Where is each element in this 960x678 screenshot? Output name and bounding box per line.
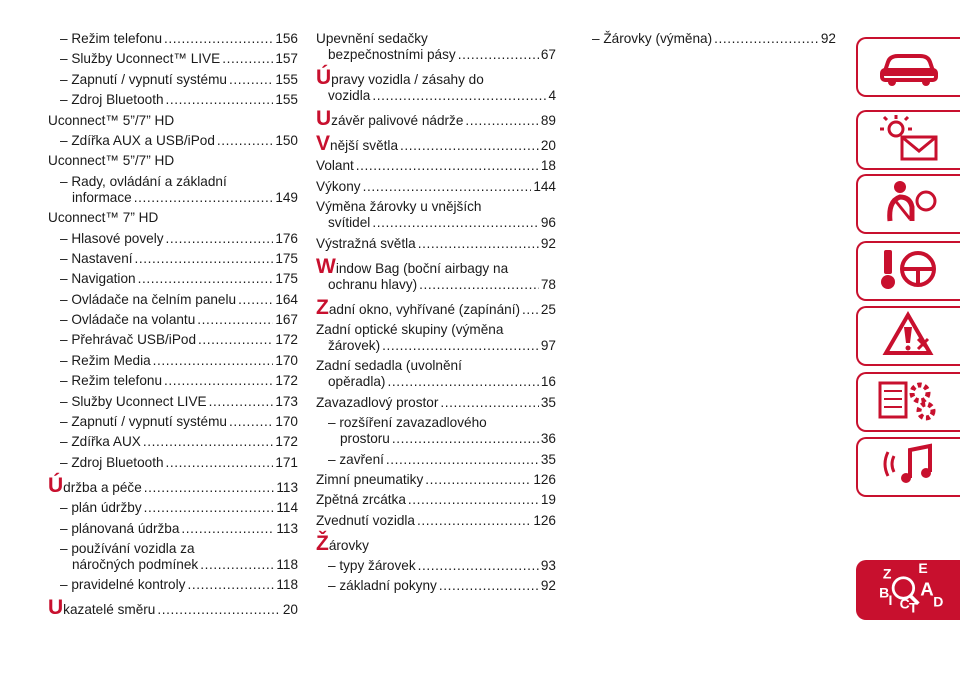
index-entry[interactable]: [48, 414, 298, 430]
entry-continuation: [48, 557, 298, 573]
seatbelt-airbag-icon: [874, 177, 944, 232]
dot-leader: [440, 395, 538, 409]
entry-label-continued: ochranu hlavy): [328, 276, 418, 292]
initial-letter: Ú: [48, 473, 64, 497]
dot-leader: [217, 133, 273, 147]
entry-label: nější světla: [330, 138, 399, 153]
entry-label-continued: vozidla: [328, 88, 371, 103]
page-number: 126: [533, 512, 556, 528]
index-entry[interactable]: [48, 312, 298, 328]
entry-label-continued: opěradla): [328, 374, 386, 390]
page-number: 175: [275, 271, 298, 287]
page-number: 20: [282, 602, 298, 618]
index-heading: Uconnect™ 5”/7” HD: [48, 153, 175, 169]
page-number: 176: [275, 230, 298, 246]
entry-continuation: [316, 47, 556, 63]
entry-label: – Zapnutí / vypnutí systému: [60, 71, 227, 87]
dot-leader: [465, 113, 538, 127]
entry-label-group: [316, 107, 464, 130]
multimedia-tab[interactable]: [856, 437, 960, 497]
index-entry-initial[interactable]: [48, 473, 298, 497]
maintenance-tab[interactable]: [856, 372, 960, 432]
page-number: 170: [275, 352, 298, 368]
dot-leader: [166, 92, 274, 106]
entry-label: adní okno, vyhřívané (zapínání): [328, 301, 521, 317]
index-entry[interactable]: [48, 353, 298, 369]
entry-label: – základní pokyny: [328, 578, 437, 594]
dot-leader: [229, 414, 273, 428]
entry-continuation: [316, 338, 556, 354]
dot-leader: [372, 88, 546, 102]
entry-label: Výkony: [316, 178, 361, 194]
car-icon: [874, 40, 944, 95]
index-entry[interactable]: [48, 500, 298, 516]
index-letter: B: [879, 583, 890, 600]
index-entry[interactable]: [316, 322, 556, 354]
entry-continuation: [48, 190, 298, 206]
index-entry[interactable]: [48, 394, 298, 410]
entry-label-continued: náročných podmínek: [72, 556, 199, 572]
initial-letter: W: [316, 254, 336, 278]
dot-leader: [229, 72, 273, 86]
dot-leader: [135, 251, 274, 265]
entry-label: – Rady, ovládání a základní: [60, 173, 227, 189]
index-entry-initial[interactable]: [48, 596, 298, 620]
page-number: 172: [275, 373, 298, 389]
page-number: 113: [276, 479, 298, 495]
entry-label: – Služby Uconnect™ LIVE: [60, 51, 221, 67]
index-entry[interactable]: [48, 251, 298, 267]
page-number: 157: [275, 51, 298, 67]
page-number: 118: [276, 556, 298, 572]
dot-leader: [386, 452, 539, 466]
page-number: 172: [275, 332, 298, 348]
page-number: 93: [540, 558, 556, 574]
dot-leader: [144, 480, 275, 494]
index-entry[interactable]: [316, 199, 556, 231]
dot-leader: [143, 434, 273, 448]
warning-lights-tab[interactable]: [856, 110, 960, 170]
index-letter: C: [899, 595, 910, 612]
entry-continuation: [316, 88, 556, 104]
page-number: 92: [540, 578, 556, 594]
index-entry[interactable]: [316, 452, 556, 468]
index-letter: A: [920, 577, 934, 599]
index-entry[interactable]: [316, 158, 556, 174]
index-entry[interactable]: [316, 31, 556, 63]
index-heading: Uconnect™ 7” HD: [48, 210, 159, 226]
index-entry[interactable]: [48, 373, 298, 389]
page-number: 175: [275, 250, 298, 266]
page-number: 4: [548, 88, 556, 103]
entry-label: – Režim Media: [60, 352, 151, 368]
initial-letter: V: [316, 132, 331, 155]
page-number: 113: [276, 520, 298, 536]
initial-letter: Z: [316, 295, 329, 319]
dot-leader: [164, 31, 273, 45]
dot-leader: [164, 373, 273, 387]
dot-leader: [382, 338, 539, 352]
dot-leader: [522, 302, 539, 316]
key-steering-wheel-icon: [874, 244, 944, 299]
entry-label: Zvednutí vozidla: [316, 512, 415, 528]
dot-leader: [419, 277, 539, 291]
dot-leader: [134, 190, 274, 204]
entry-label: – Zdířka AUX: [60, 434, 141, 450]
dot-leader: [417, 513, 531, 527]
page-number: 89: [540, 113, 556, 128]
entry-label: – Nastavení: [60, 250, 133, 266]
dot-leader: [181, 521, 274, 535]
dot-leader: [138, 271, 274, 285]
entry-label: – Zdroj Bluetooth: [60, 92, 164, 108]
index-entry[interactable]: [48, 521, 298, 537]
entry-label: závěr palivové nádrže: [331, 113, 464, 128]
dot-leader: [418, 558, 539, 572]
page-number: 18: [540, 158, 556, 174]
index-entry[interactable]: [316, 578, 556, 594]
page-number: 19: [540, 492, 556, 508]
page-number: 20: [540, 138, 556, 153]
index-letter: D: [933, 593, 944, 610]
initial-letter: Ú: [316, 66, 332, 89]
index-letter: E: [918, 559, 928, 576]
page-number: 16: [540, 374, 556, 390]
entry-label: – Přehrávač USB/iPod: [60, 332, 197, 348]
dot-leader: [439, 578, 539, 592]
page-number: 144: [533, 178, 556, 194]
index-entry[interactable]: [48, 434, 298, 450]
entry-label: – Režim telefonu: [60, 31, 163, 46]
index-entry[interactable]: [48, 577, 298, 593]
page-number: 164: [275, 291, 298, 307]
page-number: 92: [540, 235, 556, 251]
music-note-icon: [874, 440, 944, 495]
page-number: 92: [820, 31, 836, 46]
entry-label: – plán údržby: [60, 500, 142, 516]
index-entry[interactable]: [48, 455, 298, 471]
page-number: 156: [275, 31, 298, 46]
page-number: 36: [540, 431, 556, 447]
index-heading-initial: [316, 531, 556, 555]
entry-label-group: [316, 66, 556, 89]
dot-leader: [157, 602, 281, 616]
starting-driving-tab[interactable]: [856, 241, 960, 301]
index-entry[interactable]: [316, 472, 556, 488]
page-number: 25: [540, 301, 556, 317]
index-entry[interactable]: [48, 72, 298, 88]
dot-leader: [238, 292, 273, 306]
index-entry[interactable]: [48, 231, 298, 247]
entry-label: Zimní pneumatiky: [316, 471, 424, 487]
index-entry[interactable]: [48, 292, 298, 308]
index-entry[interactable]: [48, 51, 298, 67]
dot-leader: [166, 231, 274, 245]
index-letter: T: [909, 598, 918, 615]
dot-leader: [166, 455, 274, 469]
entry-label: – Ovládače na volantu: [60, 312, 196, 328]
entry-label-group: [316, 295, 521, 319]
entry-label: – zavření: [328, 451, 384, 467]
index-entry[interactable]: [316, 236, 556, 252]
entry-label: – Žárovky (výměna): [592, 31, 713, 46]
index-entry[interactable]: [316, 358, 556, 390]
entry-label-group: [48, 473, 142, 497]
entry-label-group: [316, 254, 556, 278]
page-number: 118: [276, 577, 298, 593]
index-entry[interactable]: [48, 31, 298, 47]
entry-label: Upevnění sedačky: [316, 31, 428, 46]
initial-letter: Ž: [316, 531, 329, 555]
entry-label: pravy vozidla / zásahy do: [331, 72, 484, 87]
index-entry[interactable]: [48, 133, 298, 149]
entry-label: árovky: [328, 537, 369, 553]
entry-continuation: [316, 215, 556, 231]
entry-label: kazatelé směru: [63, 602, 156, 618]
dot-leader: [425, 472, 531, 486]
dot-leader: [144, 500, 275, 514]
dot-leader: [197, 312, 273, 326]
page-number: 171: [275, 454, 298, 470]
index-column-1: [48, 31, 298, 623]
page-number: 35: [540, 394, 556, 410]
entry-label-group: [48, 596, 156, 620]
entry-label: Zavazadlový prostor: [316, 394, 439, 410]
dot-leader: [400, 138, 539, 152]
dot-leader: [198, 332, 273, 346]
index-entry[interactable]: [48, 541, 298, 573]
entry-label: – Režim telefonu: [60, 373, 163, 389]
entry-label: – Služby Uconnect LIVE: [60, 393, 207, 409]
index-entry[interactable]: [316, 179, 556, 195]
warning-light-envelope-icon: [874, 113, 944, 168]
index-entry-initial[interactable]: [316, 66, 556, 104]
initial-letter: U: [316, 107, 332, 130]
dot-leader: [222, 51, 273, 65]
entry-label-continued: prostoru: [340, 431, 390, 447]
entry-label-group: [316, 132, 399, 155]
index-letter: Z: [882, 565, 892, 582]
page-number: 150: [275, 132, 298, 148]
entry-label: – typy žárovek: [328, 558, 416, 574]
page-number: 78: [540, 276, 556, 292]
entry-label-continued: žárovek): [328, 337, 381, 353]
page-number: 155: [275, 71, 298, 87]
page-number: 149: [275, 189, 298, 205]
index-entry[interactable]: [316, 558, 556, 574]
entry-label: Volant: [316, 158, 354, 174]
dot-leader: [187, 577, 274, 591]
index-entry[interactable]: [316, 415, 556, 447]
breakdown-warning-icon: [874, 309, 944, 364]
entry-label: Zadní optické skupiny (výměna: [316, 321, 504, 337]
dot-leader: [408, 492, 539, 506]
initial-letter: U: [48, 596, 64, 620]
index-entry[interactable]: [316, 395, 556, 411]
emergency-tab[interactable]: [856, 306, 960, 366]
entry-label: Zpětná zrcátka: [316, 492, 406, 508]
page-number: 114: [276, 500, 298, 516]
entry-label: – plánovaná údržba: [60, 520, 180, 536]
dot-leader: [372, 215, 539, 229]
entry-continuation: [316, 374, 556, 390]
dot-leader: [200, 557, 274, 571]
entry-label-continued: bezpečnostními pásy: [328, 47, 456, 62]
index-heading: Uconnect™ 5”/7” HD: [48, 112, 175, 128]
dot-leader: [387, 374, 538, 388]
page-number: 172: [275, 434, 298, 450]
entry-continuation: [316, 431, 556, 447]
entry-label: – Zapnutí / vypnutí systému: [60, 414, 227, 430]
index-entry[interactable]: [48, 332, 298, 348]
index-tab[interactable]: [856, 560, 960, 620]
index-entry[interactable]: [48, 174, 298, 206]
dot-leader: [363, 179, 532, 193]
index-letter: I: [888, 591, 893, 608]
page-number: 126: [533, 471, 556, 487]
car-dashboard-tab[interactable]: [856, 37, 960, 97]
dot-leader: [209, 394, 274, 408]
alphabet-index-icon: [869, 560, 949, 621]
entry-label: – Ovládače na čelním panelu: [60, 291, 237, 307]
dot-leader: [356, 158, 539, 172]
entry-label: indow Bag (boční airbagy na: [335, 260, 509, 276]
dot-leader: [418, 236, 539, 250]
index-column-3: [592, 31, 836, 51]
index-entry-initial[interactable]: [316, 107, 556, 130]
page-number: 35: [540, 451, 556, 467]
entry-label: držba a péče: [63, 479, 142, 495]
entry-label: Zadní sedadla (uvolnění: [316, 358, 462, 374]
page-number: 155: [275, 92, 298, 108]
page-number: 173: [275, 393, 298, 409]
entry-label: Výstražná světla: [316, 235, 416, 251]
safety-tab[interactable]: [856, 174, 960, 234]
index-entry-initial[interactable]: [316, 132, 556, 155]
index-entry[interactable]: [316, 513, 556, 529]
index-entry-initial[interactable]: [316, 254, 556, 293]
dot-leader: [714, 31, 819, 45]
index-entry[interactable]: [592, 31, 836, 47]
entry-label: – Navigation: [60, 271, 136, 287]
index-entry[interactable]: [48, 92, 298, 108]
entry-label: – pravidelné kontroly: [60, 577, 186, 593]
dot-leader: [392, 431, 539, 445]
index-entry[interactable]: [48, 271, 298, 287]
entry-label: – Hlasové povely: [60, 230, 164, 246]
page-number: 97: [540, 337, 556, 353]
entry-label: – rozšíření zavazadlového: [328, 415, 487, 431]
entry-label-continued: svítidel: [328, 215, 371, 231]
gears-icon: [874, 375, 944, 430]
dot-leader: [153, 353, 274, 367]
entry-label: – Zdroj Bluetooth: [60, 454, 164, 470]
entry-label-continued: informace: [72, 189, 132, 205]
page-number: 67: [540, 47, 556, 62]
index-column-2: [316, 31, 556, 599]
entry-label: Výměna žárovky u vnějších: [316, 199, 482, 215]
index-entry[interactable]: [316, 492, 556, 508]
entry-label: – Zdířka AUX a USB/iPod: [60, 132, 215, 148]
page-number: 170: [275, 414, 298, 430]
index-entry-initial[interactable]: [316, 295, 556, 319]
entry-continuation: [316, 277, 556, 293]
dot-leader: [458, 47, 539, 61]
entry-label: – používání vozidla za: [60, 540, 195, 556]
page-number: 96: [540, 215, 556, 231]
page-number: 167: [275, 312, 298, 328]
